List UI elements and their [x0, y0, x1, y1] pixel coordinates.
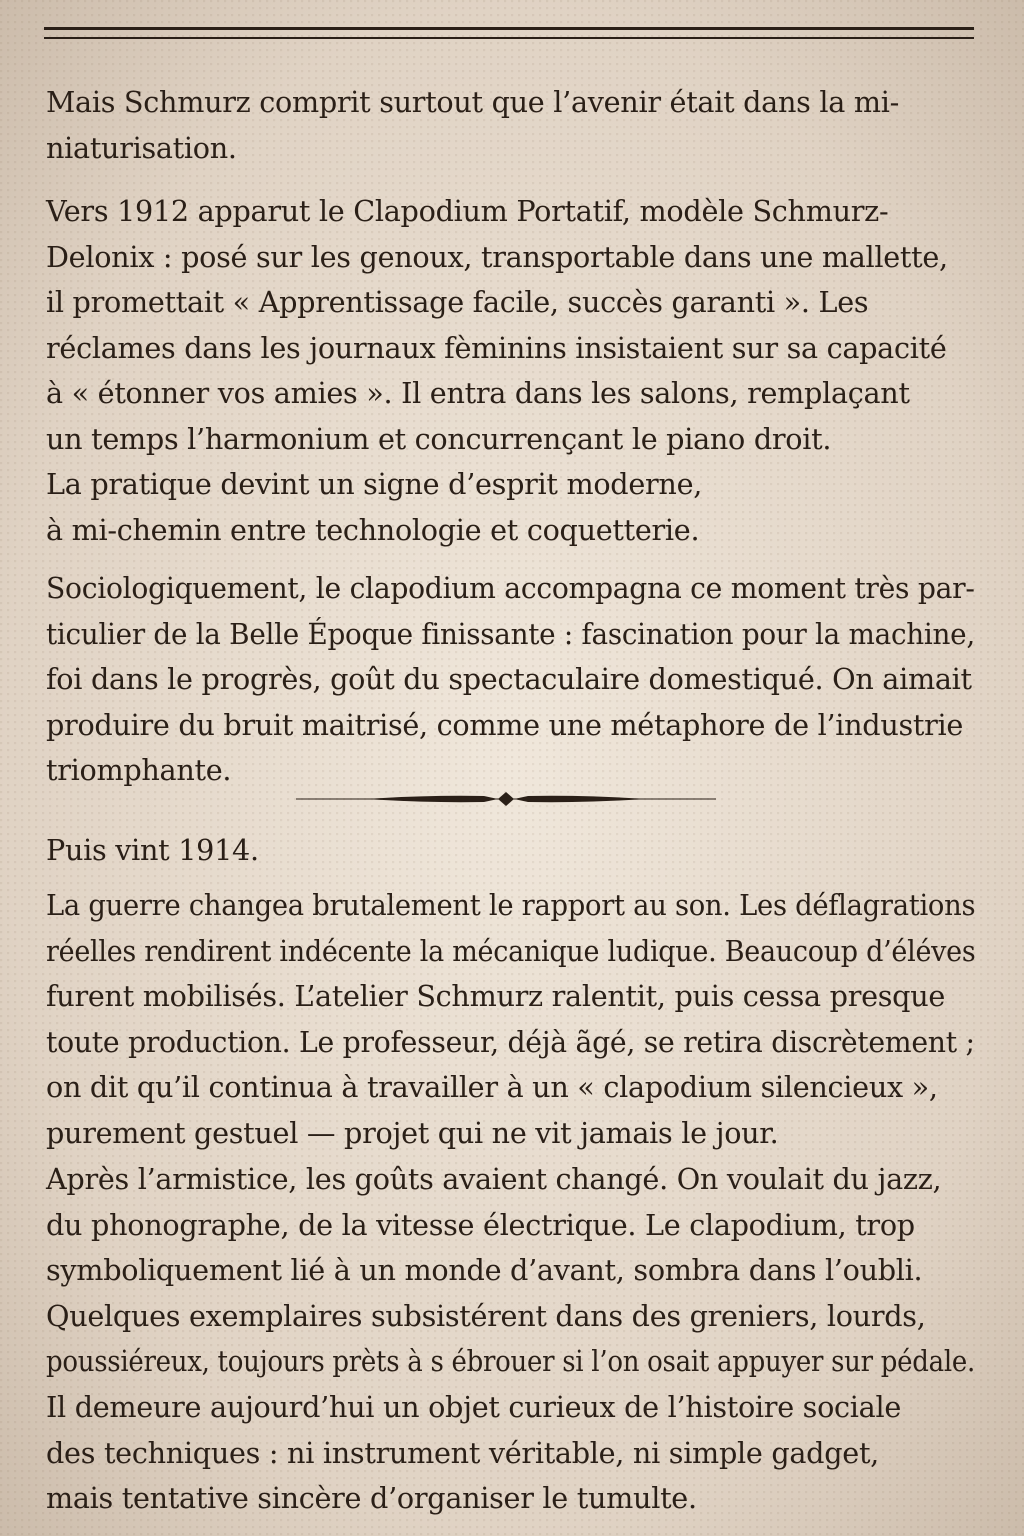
text-line: il promettait « Apprentissage facile, succès garanti ». Les — [46, 285, 869, 319]
paragraph-la-guerre — [46, 883, 986, 1156]
top-double-rule — [44, 27, 974, 39]
text-line: un temps l’harmonium et concurrençant le piano droit. — [46, 421, 832, 456]
text-line: Vers 1912 apparut le Clapodium Portatif, modèle Schmurz- — [46, 194, 889, 228]
text-line: niaturisation. — [46, 130, 237, 165]
text-line: Quelques exemplaires subsistérent dans des greniers, lourds, — [46, 1298, 926, 1333]
ornamental-divider-icon — [296, 786, 716, 812]
text-line: purement gestuel — projet qui ne vit jamais le jour. — [46, 1115, 779, 1150]
paragraph-miniaturisation — [46, 80, 986, 171]
text-line: La guerre changea brutalement le rapport au son. Les déflagrations — [46, 888, 976, 922]
paragraph-puis-vint-1914 — [46, 828, 986, 874]
text-line: symboliquement lié à un monde d’avant, sombra dans l’oubli. — [46, 1253, 923, 1287]
paragraph-apres-armistice — [46, 1157, 986, 1385]
text-line: foi dans le progrès, goût du spectaculaire domestiqué. On aimait — [46, 662, 972, 696]
text-line: mais tentative sincère d’organiser le tumulte. — [46, 1481, 697, 1515]
text-line: Sociologiquement, le clapodium accompagna ce moment très par- — [46, 571, 975, 605]
text-line: Après l’armistice, les goûts avaient changé. On voulait du jazz, — [46, 1162, 942, 1196]
text-line: furent mobilisés. L’atelier Schmurz ralentit, puis cessa presque — [46, 979, 946, 1013]
text-line: Delonix : posé sur les genoux, transportable dans une mallette, — [46, 239, 948, 274]
text-line: du phonographe, de la vitesse électrique. Le clapodium, trop — [46, 1207, 915, 1242]
text-line: Il demeure aujourd’hui un objet curieux de l’histoire sociale — [46, 1390, 902, 1424]
paragraph-clapodium-portatif — [46, 189, 986, 553]
paragraph-il-demeure — [46, 1385, 986, 1522]
text-line: on dit qu’il continua à travailler à un « clapodium silencieux », — [46, 1070, 938, 1104]
paragraph-sociologiquement — [46, 566, 986, 794]
text-line: produire du bruit maitrisé, comme une métaphore de l’industrie — [46, 707, 964, 742]
text-line: Mais Schmurz comprit surtout que l’avenir était dans la mi- — [46, 85, 899, 119]
text-line: réelles rendirent indécente la mécanique ludique. Beaucoup d’éléves — [46, 933, 976, 968]
text-line: ticulier de la Belle Époque finissante : fascination pour la machine, — [46, 616, 975, 651]
text-line: triomphante. — [46, 753, 232, 787]
text-line: Puis vint 1914. — [46, 833, 259, 867]
text-line: toute production. Le professeur, déjà ãgé, se retira discrètement ; — [46, 1024, 975, 1059]
text-line: poussiéreux, toujours prèts à s ébrouer si l’on osait appuyer sur pédale. — [46, 1344, 975, 1378]
text-line: à « étonner vos amies ». Il entra dans les salons, remplaçant — [46, 376, 910, 410]
text-line: réclames dans les journaux fèminins insistaient sur sa capacité — [46, 330, 947, 365]
text-line: La pratique devint un signe d’esprit moderne, — [46, 467, 703, 501]
text-line: à mi-chemin entre technologie et coquetterie. — [46, 512, 700, 547]
text-line: des techniques : ni instrument véritable, ni simple gadget, — [46, 1435, 879, 1470]
